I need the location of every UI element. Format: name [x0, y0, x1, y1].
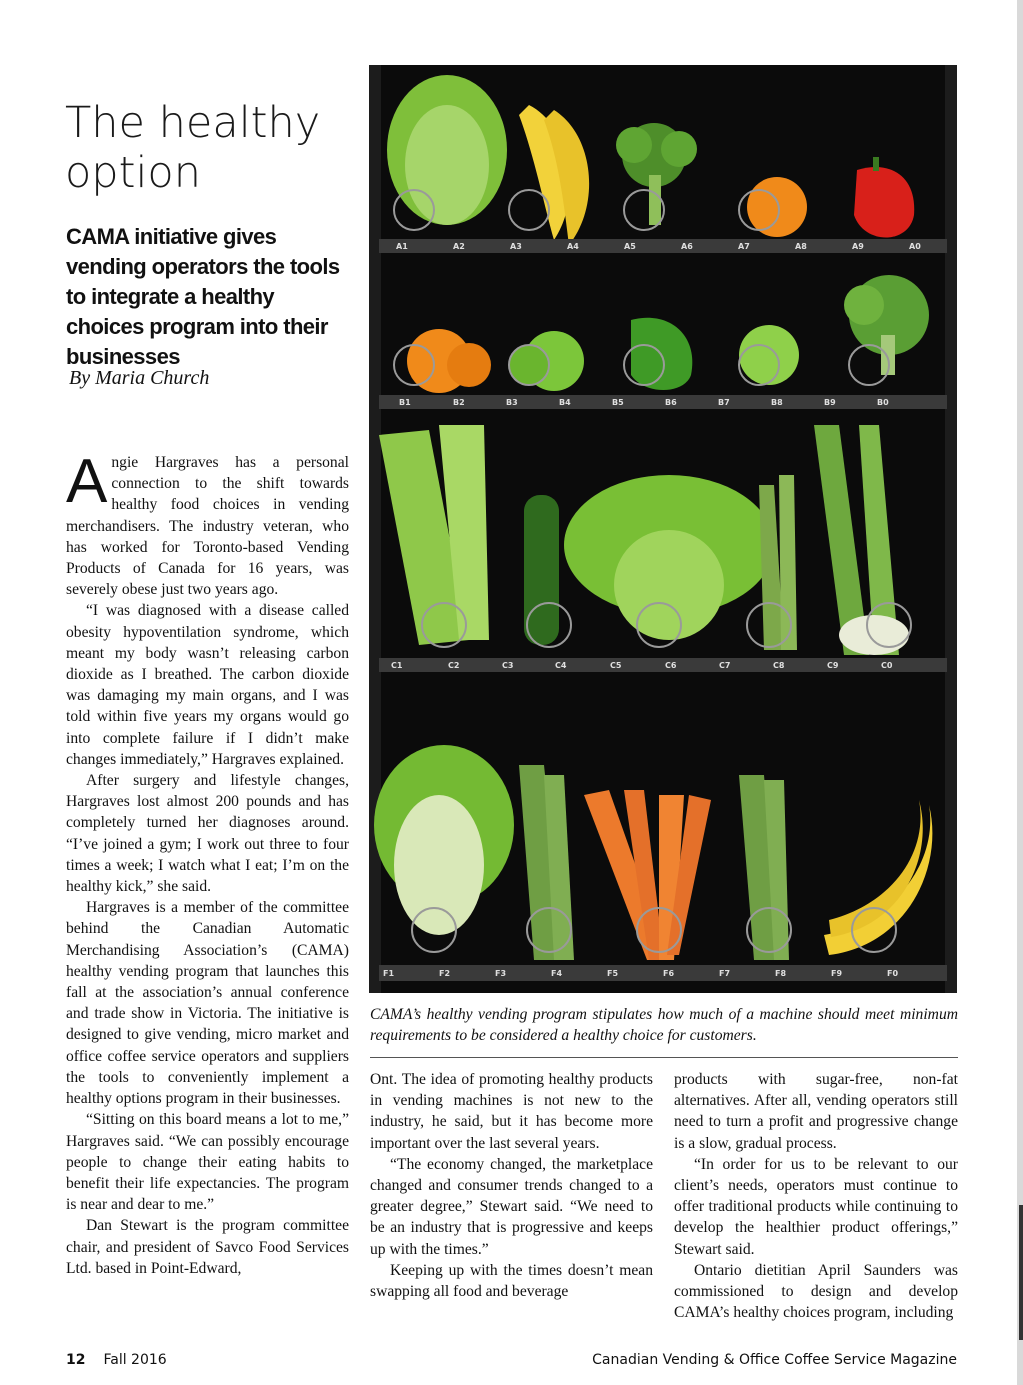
slot-label: B6: [665, 398, 677, 407]
caption-divider: [370, 1057, 958, 1058]
paragraph: Ont. The idea of promoting healthy products in vending machines is not new to the industry, he said, but it has become more important over the last several years.: [370, 1071, 653, 1152]
slot-label: F8: [775, 969, 787, 978]
slot-label: A6: [681, 242, 693, 251]
slot-label: A7: [738, 242, 750, 251]
magazine-name: Canadian Vending & Office Coffee Service Magazine: [592, 1352, 957, 1368]
photo-caption: CAMA’s healthy vending program stipulates how much of a machine should meet minimum requirements to be considered a healthy choice for customers.: [370, 1006, 958, 1044]
paragraph: “I was diagnosed with a disease called obesity hypoventilation syndrome, which meant my body wasn’t releasing carbon dioxide as I breathed. The carbon dioxide was damaging my main organs, and I was told within five years my organs would go into complete failure if I didn’t make changes immediately,” Hargraves explained.: [66, 602, 349, 768]
slot-label: F7: [719, 969, 731, 978]
article-title: The healthy option: [65, 98, 321, 198]
body-column-3: [674, 1069, 958, 1323]
slot-label: A4: [567, 242, 579, 251]
slot-label: C5: [610, 661, 622, 670]
slot-label: B7: [718, 398, 730, 407]
slot-label: F4: [551, 969, 563, 978]
article-deck: CAMA initiative gives vending operators the tools to integrate a healthy choices program into their businesses: [66, 224, 340, 369]
slot-label: A8: [795, 242, 807, 251]
paragraph: products with sugar-free, non-fat alternatives. After all, vending operators still need to turn a profit and progressive change is a slow, gradual process.: [674, 1071, 958, 1152]
issue-label: Fall 2016: [103, 1352, 167, 1368]
slot-label: F0: [887, 969, 899, 978]
slot-label: B8: [771, 398, 783, 407]
paragraph: “In order for us to be relevant to our client’s needs, operators must continue to offer traditional products while continuing to develop the healthier product offerings,” Stewart said.: [674, 1155, 958, 1258]
slot-label: F6: [663, 969, 675, 978]
slot-label: A2: [453, 242, 465, 251]
slot-label: B1: [399, 398, 411, 407]
slot-label: F3: [495, 969, 507, 978]
slot-label: C2: [448, 661, 460, 670]
paragraph: After surgery and lifestyle changes, Hargraves lost almost 200 pounds and has completely turned her diagnoses around. “I’ve joined a gym; I work out three to four times a week; I watch what I eat; I’m on the healthy kick,” she said.: [66, 772, 349, 896]
paragraph: Ontario dietitian April Saunders was commissioned to design and develop CAMA’s healthy choices program, including: [674, 1261, 958, 1322]
lead-paragraph: [66, 447, 349, 600]
page-edge: [1017, 0, 1023, 1385]
slot-label: B5: [612, 398, 624, 407]
page-edge-tab: [1019, 1205, 1023, 1340]
paragraph: Dan Stewart is the program committee chair, and president of Savco Food Services Ltd. based in Point-Edward,: [66, 1217, 349, 1277]
slot-label: B2: [453, 398, 465, 407]
body-column-1: [66, 447, 349, 1279]
slot-label: B9: [824, 398, 836, 407]
paragraph: Hargraves is a member of the committee behind the Canadian Automatic Merchandising Association’s (CAMA) healthy vending program that launches this fall at the association’s annual conference and trade show in Victoria. The initiative is designed to give vending, micro market and office coffee service operators and suppliers the tools to conveniently implement a healthy options program in their businesses.: [66, 899, 349, 1108]
slot-label: F1: [383, 969, 395, 978]
slot-label: A5: [624, 242, 636, 251]
slot-label: C8: [773, 661, 785, 670]
slot-label: A3: [510, 242, 522, 251]
slot-label: C1: [391, 661, 403, 670]
paragraph: “The economy changed, the marketplace changed and consumer trends changed to a greater degree,” Stewart said. “We need to be an industry that is progressive and keeps up with the times.”: [370, 1155, 653, 1258]
slot-label: F2: [439, 969, 451, 978]
slot-label: C9: [827, 661, 839, 670]
body-column-2: [370, 1069, 653, 1302]
slot-label: B3: [506, 398, 518, 407]
paragraph: Keeping up with the times doesn’t mean swapping all food and beverage: [370, 1261, 653, 1301]
paragraph: “Sitting on this board means a lot to me,” Hargraves said. “We can possibly encourage people to change their eating habits to benefit their life expectancies. The program is near and dear to me.”: [66, 1111, 349, 1214]
slot-label: F9: [831, 969, 843, 978]
vending-machine-illustration: [369, 65, 957, 993]
lead-paragraph-text: ngie Hargraves has a personal connection to the shift towards healthy food choices in vending merchandisers. The industry veteran, who has worked for Toronto-based Vending Products of Canada for 16 years, was severely obese just two years ago.: [66, 454, 349, 599]
slot-label: A0: [909, 242, 921, 251]
slot-label: C4: [555, 661, 567, 670]
slot-label: F5: [607, 969, 619, 978]
shelf-c: [379, 658, 947, 672]
slot-label: C6: [665, 661, 677, 670]
slot-label: A9: [852, 242, 864, 251]
slot-label: A1: [396, 242, 408, 251]
slot-label: C3: [502, 661, 514, 670]
drop-cap: A: [66, 447, 108, 516]
slot-label: C7: [719, 661, 731, 670]
byline: By Maria Church: [69, 367, 210, 389]
slot-label: B0: [877, 398, 889, 407]
slot-label: C0: [881, 661, 893, 670]
vending-machine-photo: [369, 65, 957, 993]
page-folio: [66, 1352, 167, 1368]
page-number: 12: [66, 1352, 86, 1368]
slot-label: B4: [559, 398, 571, 407]
